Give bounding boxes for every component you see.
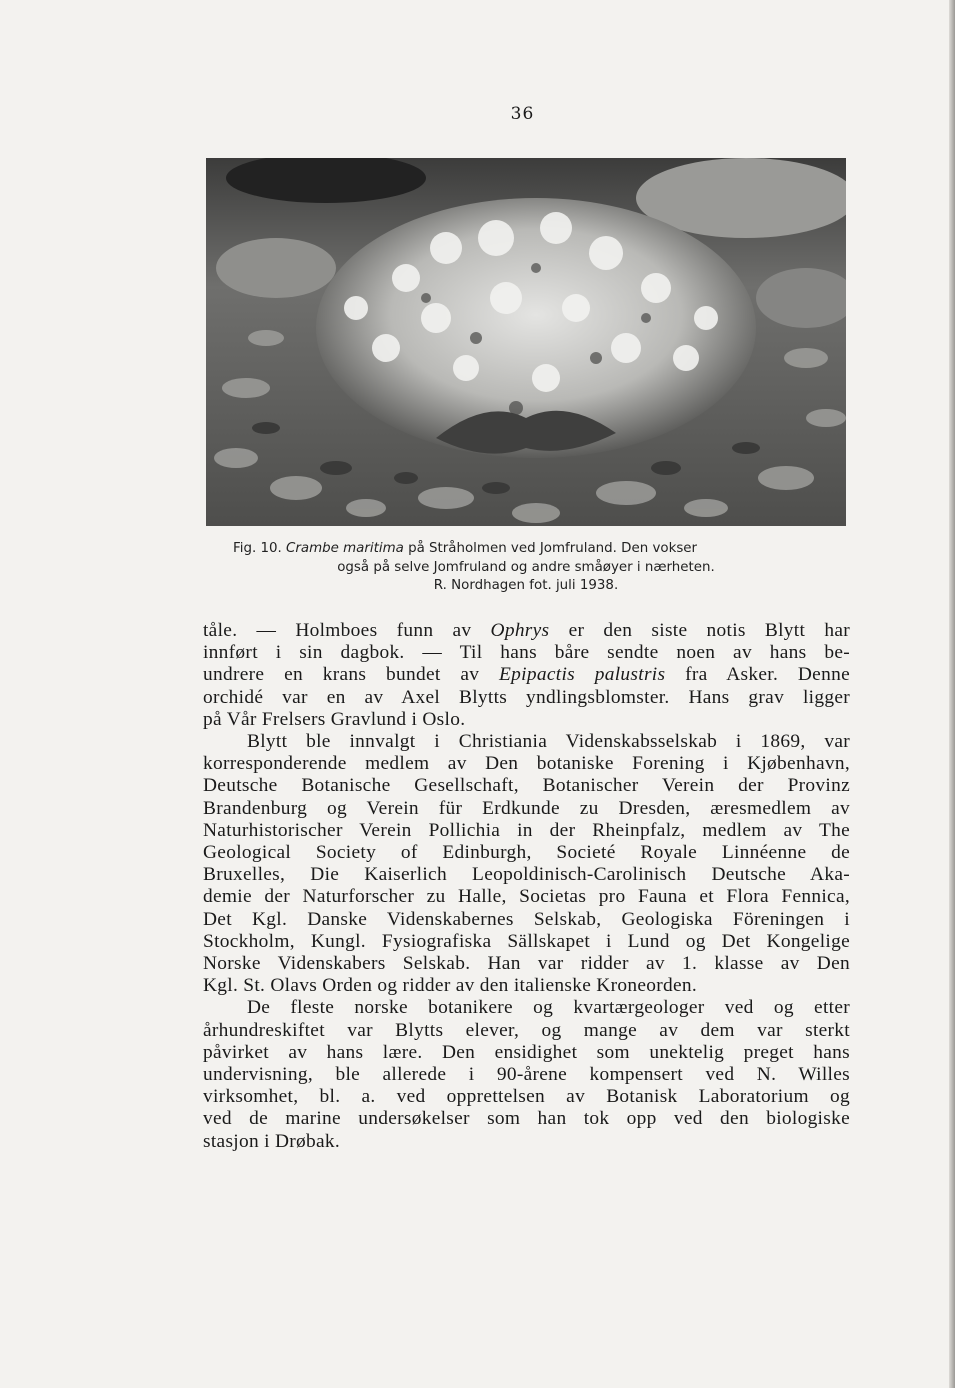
text-line: korresponderende medlem av Den botaniske Forening i Kjøbenhavn, bbox=[203, 753, 850, 775]
text-line: Stockholm, Kungl. Fysiografiska Sällskapet i Lund og Det Kongelige bbox=[203, 930, 850, 952]
page-edge bbox=[949, 0, 955, 1388]
text-line: Blytt ble innvalgt i Christiania Videnskabsselskab i 1869, var bbox=[247, 731, 850, 753]
text-line: De fleste norske botanikere og kvartærgeologer ved og etter bbox=[247, 997, 850, 1019]
figure-photo bbox=[206, 158, 846, 526]
text-line: undrere en krans bundet av Epipactis palustris fra Asker. Denne bbox=[203, 664, 850, 686]
text-line: undervisning, ble allerede i 90-årene kompensert ved N. Willes bbox=[203, 1064, 850, 1086]
text-line: påvirket av hans lære. Den ensidighet som unektelig preget hans bbox=[203, 1041, 850, 1063]
text-line: tåle. — Holmboes funn av Ophrys er den siste notis Blytt har bbox=[203, 620, 850, 641]
caption-line-1 bbox=[206, 540, 846, 559]
text-line: Geological Society of Edinburgh, Societé Royale Linnéenne de bbox=[203, 842, 850, 864]
text-line: Deutsche Botanische Gesellschaft, Botanischer Verein der Provinz bbox=[203, 775, 850, 797]
text-line: Det Kgl. Danske Videnskabernes Selskab, Geologiska Föreningen i bbox=[203, 908, 850, 930]
text-line: stasjon i Drøbak. bbox=[203, 1130, 341, 1152]
text-line: virksomhet, bl. a. ved opprettelsen av Botanisk Laboratorium og bbox=[203, 1086, 850, 1108]
text-line: orchidé var en av Axel Blytts yndlingsblomster. Hans grav ligger bbox=[203, 686, 850, 708]
text-line: Bruxelles, Die Kaiserlich Leopoldinisch-Carolinisch Deutsche Aka- bbox=[203, 864, 850, 886]
page-number: 36 bbox=[510, 104, 535, 124]
text-line: Kgl. St. Olavs Orden og ridder av den italienske Kroneorden. bbox=[203, 975, 698, 997]
body-text bbox=[203, 620, 850, 1153]
caption-species: Crambe maritima bbox=[286, 541, 404, 556]
text-line: Norske Videnskabers Selskab. Han var ridder av 1. klasse av Den bbox=[203, 953, 850, 975]
caption-line-2: også på selve Jomfruland og andre småøyer i nærheten. bbox=[337, 559, 715, 575]
text-line: innført i sin dagbok. — Til hans båre sendte noen av hans be- bbox=[203, 642, 850, 664]
plant-photo bbox=[206, 158, 846, 526]
text-line: Naturhistorischer Verein Pollichia in der Rheinpfalz, medlem av The bbox=[203, 819, 850, 841]
text-line: ved de marine undersøkelser som han tok opp ved den biologiske bbox=[203, 1108, 850, 1130]
caption-line-3: R. Nordhagen fot. juli 1938. bbox=[433, 578, 619, 593]
text-line: århundreskiftet var Blytts elever, og mange av dem var sterkt bbox=[203, 1019, 850, 1041]
text-line: på Vår Frelsers Gravlund i Oslo. bbox=[203, 708, 466, 730]
figure-label: Fig. 10. bbox=[233, 541, 282, 556]
caption-line-1-rest: på Stråholmen ved Jomfruland. Den vokser bbox=[403, 541, 698, 556]
text-line: Brandenburg og Verein für Erdkunde zu Dresden, æresmedlem av bbox=[203, 797, 850, 819]
figure-caption bbox=[206, 540, 846, 596]
text-line: demie der Naturforscher zu Halle, Societas pro Fauna et Flora Fennica, bbox=[203, 886, 850, 908]
